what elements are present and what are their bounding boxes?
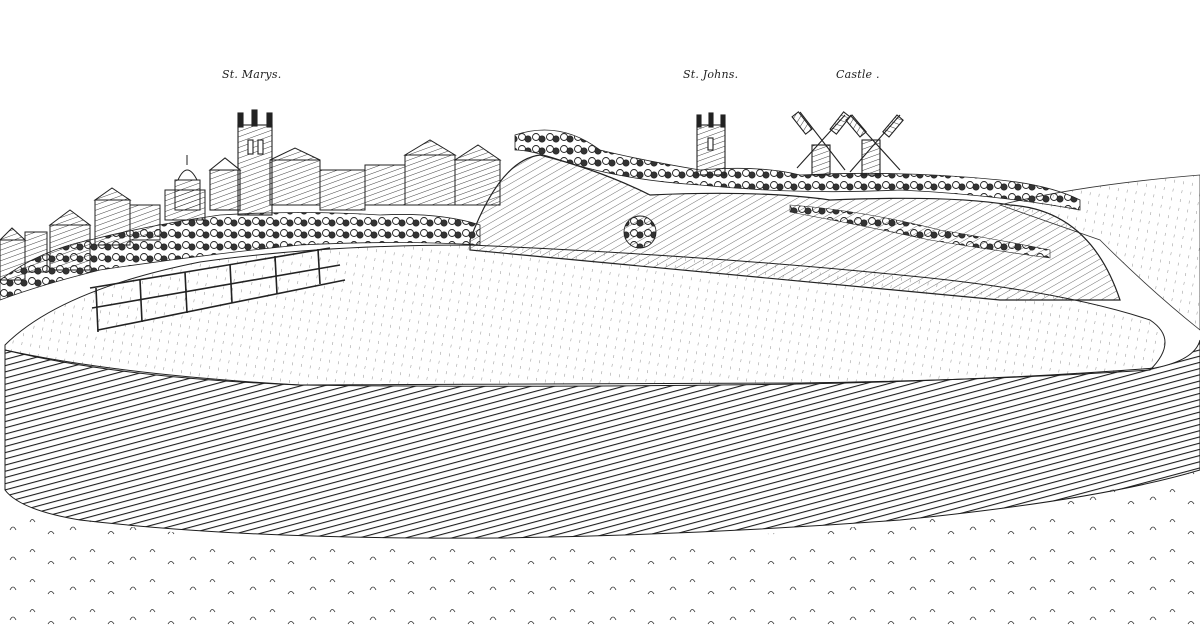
label-castle: Castle .	[836, 68, 880, 81]
label-st-marys: St. Marys.	[222, 68, 282, 81]
lone-tree	[624, 216, 656, 248]
st-johns-church	[697, 113, 725, 175]
label-st-johns: St. Johns.	[683, 68, 739, 81]
